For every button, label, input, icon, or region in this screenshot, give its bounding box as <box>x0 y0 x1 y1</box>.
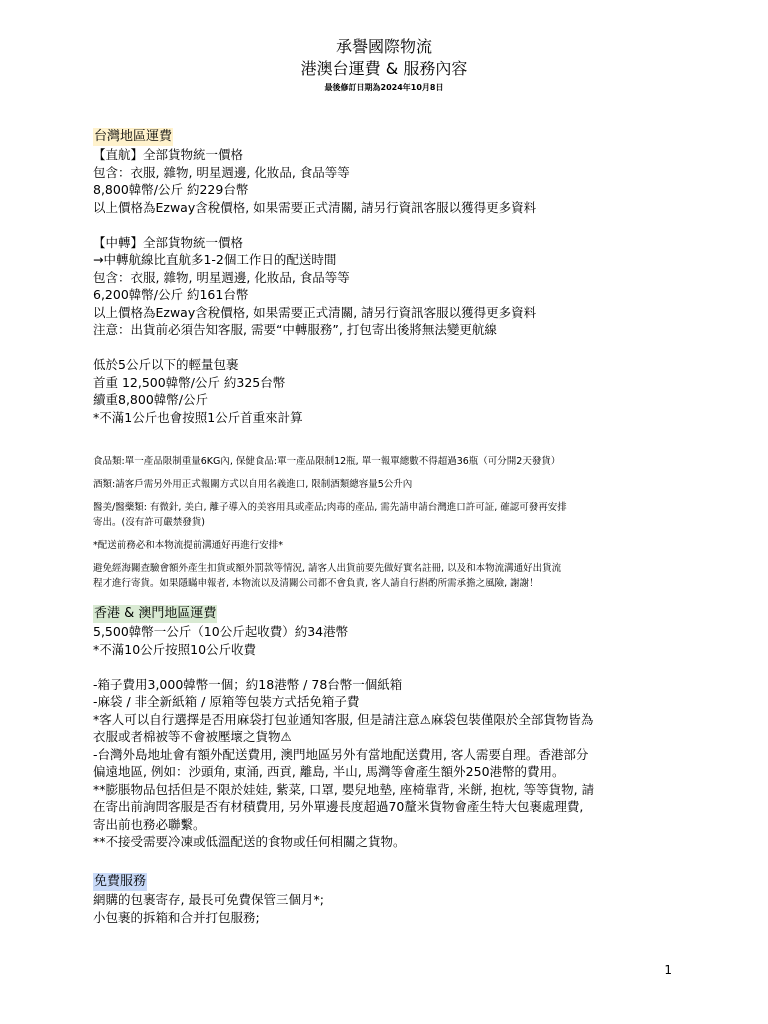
hkmo-detail-line: *客人可以自行選擇是否用麻袋打包並通知客服, 但是請注意⚠麻袋包裝僅限於全部貨物皆為 <box>93 711 594 727</box>
note-food: 食品類:單一產品限制重量6KG內, 保健食品:單一產品限制12瓶, 單一報單總數不得超過36瓶（可分開2天發貨） <box>93 456 561 467</box>
direct-line: 8,800韓幣/公斤 約229台幣 <box>93 182 249 197</box>
light-line: 低於5公斤以下的輕量包裹 <box>93 357 239 372</box>
note-medical: 寄出。(沒有許可嚴禁發貨) <box>93 517 205 528</box>
taiwan-section <box>93 125 713 426</box>
direct-line: 【直航】全部貨物統一價格 <box>93 147 244 162</box>
note-communicate: *配送前務必和本物流提前溝通好再進行安排* <box>93 540 284 551</box>
hkmo-detail-line: -箱子費用3,000韓幣一個；約18港幣 / 78台幣一個紙箱 <box>93 676 403 692</box>
light-line: 首重 12,500韓幣/公斤 約325台幣 <box>93 374 286 390</box>
direct-flight-block <box>93 146 713 216</box>
note-customs: 避免經海關查驗會額外產生扣貨或額外罰款等情況, 請客人出貨前要先做好實名註冊, 以及和本物流溝通好出貨流 <box>93 563 562 574</box>
hkmo-detail-line: 寄出前也務必聯繫。 <box>93 816 206 832</box>
revision-date: 最後修訂日期為2024年10月8日 <box>324 83 444 92</box>
note-medical: 醫美/醫藥類: 有微針, 美白, 離子導入的美容用具或產品;肉毒的產品, 需先請申請台灣進口許可証, 確認可發再安排 <box>93 502 567 513</box>
transfer-line: 【中轉】全部貨物統一價格 <box>93 234 244 250</box>
light-parcel-block <box>93 356 713 426</box>
transfer-line: 注意：出貨前必須告知客服, 需要“中轉服務”, 打包寄出後將無法變更航線 <box>93 322 497 337</box>
note-customs: 程才進行寄貨。如果隱瞞申報者, 本物流以及清關公司都不會負責, 客人請自行斟酌所需承擔之風險, 謝謝！ <box>93 578 539 589</box>
hkmo-detail-line: -麻袋 / 非全新紙箱 / 原箱等包裝方式括免箱子費 <box>93 694 360 709</box>
hkmo-detail-line: 在寄出前詢問客服是否有材積費用, 另外單邊長度超過70釐米貨物會產生特大包裹處理費, <box>93 799 584 814</box>
free-service-item: 網購的包裹寄存, 最長可免費保管三個月*; <box>93 892 324 907</box>
transfer-line: 包含：衣服, 雜物, 明星週邊, 化妝品, 食品等等 <box>93 269 350 285</box>
light-line: *不滿1公斤也會按照1公斤首重來計算 <box>93 409 303 425</box>
company-title: 承譽國際物流 <box>335 37 432 56</box>
transfer-line: 以上價格為Ezway含稅價格, 如果需要正式清關, 請另行資訊客服以獲得更多資料 <box>93 304 537 320</box>
hkmo-rate-line: 5,500韓幣一公斤（10公斤起收費）約34港幣 <box>93 624 349 639</box>
hkmo-detail-line: **膨脹物品包括但是不限於娃娃, 紫菜, 口罩, 嬰兒地墊, 座椅靠背, 米餅, 抱枕, 等等貨物, 請 <box>93 781 595 797</box>
taiwan-notes <box>93 454 713 591</box>
free-services-heading: 免費服務 <box>94 874 147 889</box>
taiwan-heading: 台灣地區運費 <box>94 129 173 144</box>
hkmo-heading: 香港 & 澳門地區運費 <box>94 606 217 621</box>
transfer-line: 6,200韓幣/公斤 約161台幣 <box>93 287 249 302</box>
page-number: 1 <box>664 963 672 977</box>
document-subtitle: 港澳台運費 & 服務內容 <box>300 59 468 78</box>
light-line: 續重8,800韓幣/公斤 <box>93 392 208 407</box>
transfer-flight-block <box>93 234 713 339</box>
hkmo-detail-line: 衣服或者棉被等不會被壓壞之貨物⚠ <box>93 729 292 744</box>
free-service-item: 小包裹的拆箱和合并打包服務; <box>93 909 260 925</box>
hkmo-detail-line: -台灣外島地址會有額外配送費用, 澳門地區另外有當地配送費用, 客人需要自理。香港部分 <box>93 746 589 762</box>
direct-line: 以上價格為Ezway含稅價格, 如果需要正式清關, 請另行資訊客服以獲得更多資料 <box>93 199 537 215</box>
hkmo-section <box>93 602 713 851</box>
free-services-section <box>93 870 713 926</box>
hkmo-detail-line: 偏遠地區, 例如：沙頭角, 東涌, 西貢, 離島, 半山, 馬灣等會產生額外250港幣的費用。 <box>93 764 565 779</box>
note-alcohol: 酒類:請客戶需另外用正式報關方式以自用名義進口, 限制酒類總容量5公升內 <box>93 479 413 490</box>
direct-line: 包含：衣服, 雜物, 明星週邊, 化妝品, 食品等等 <box>93 164 350 180</box>
hkmo-detail-line: **不接受需要冷凍或低溫配送的食物或任何相關之貨物。 <box>93 834 406 849</box>
transfer-line: →中轉航線比直航多1-2個工作日的配送時間 <box>93 252 337 267</box>
hkmo-rate-line: *不滿10公斤按照10公斤收費 <box>93 641 257 657</box>
